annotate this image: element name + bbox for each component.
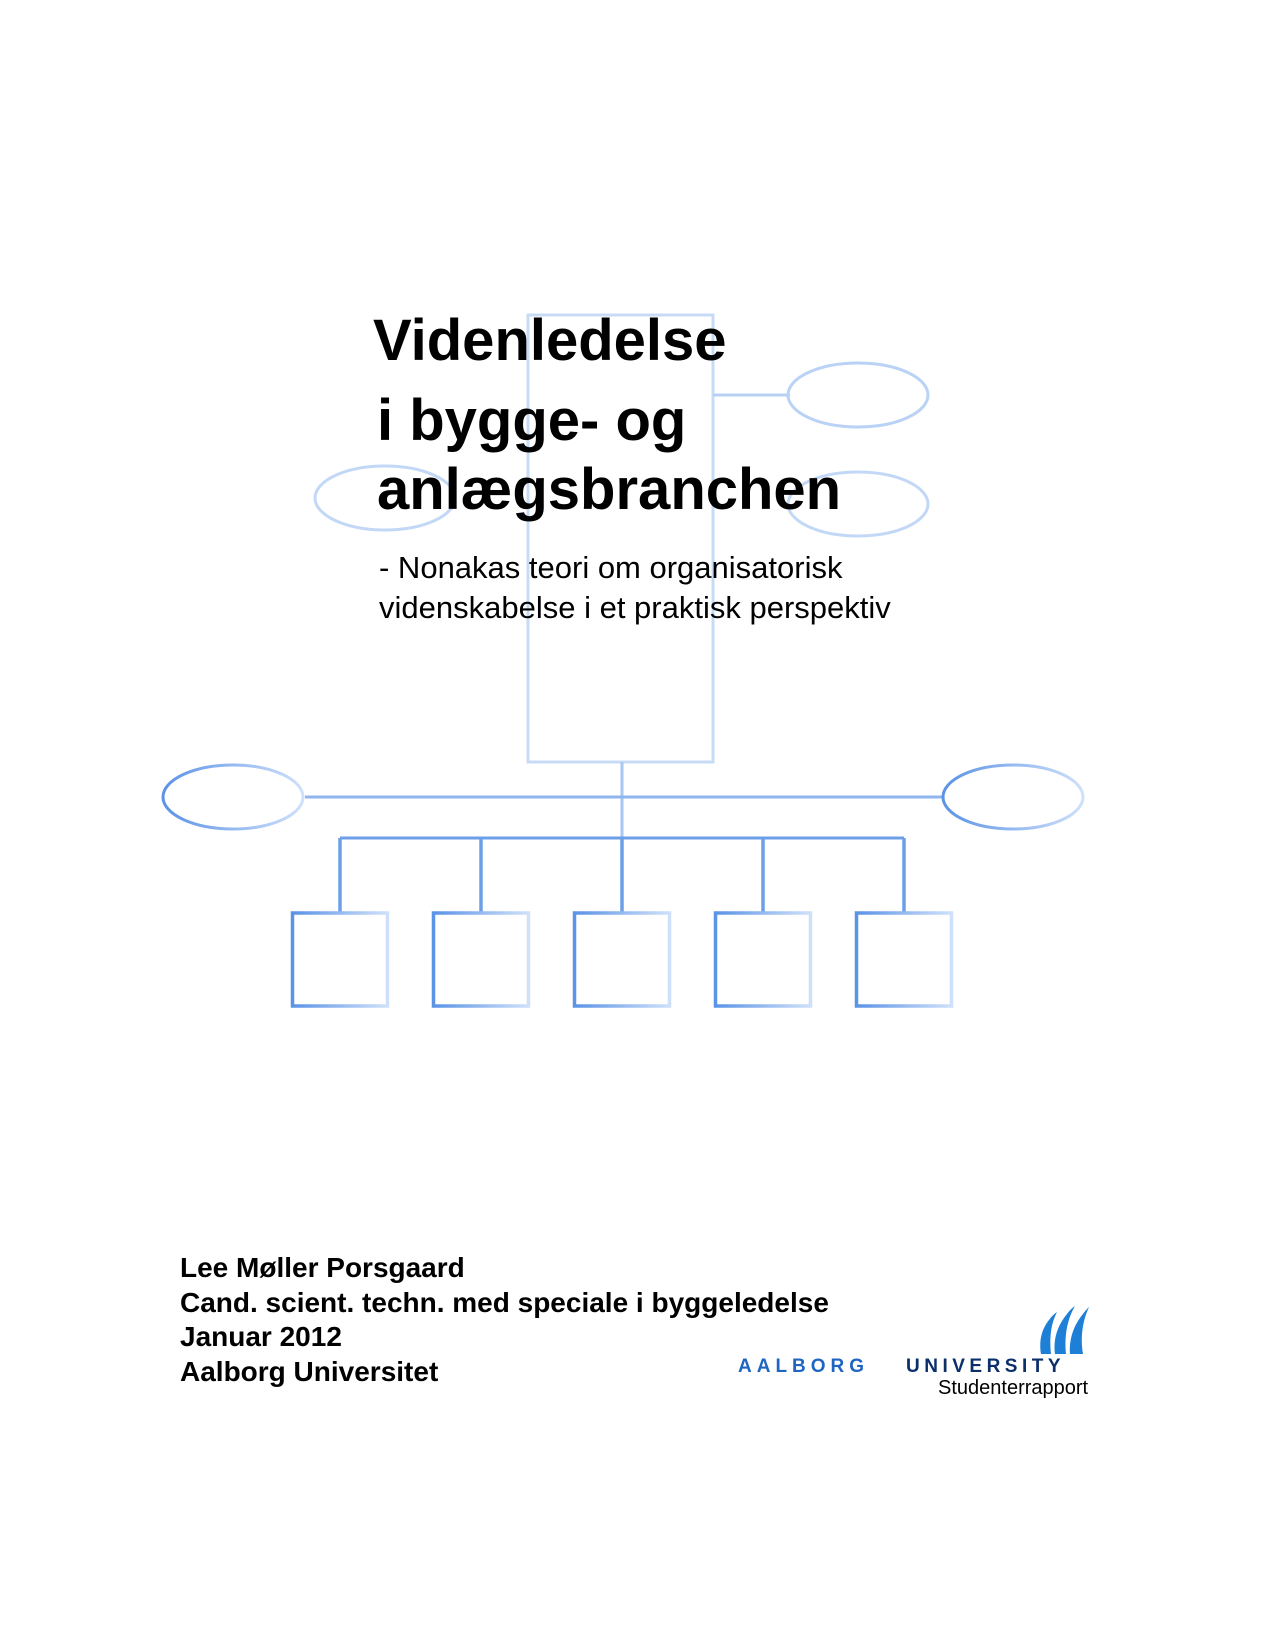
report-type-label: Studenterrapport: [938, 1377, 1089, 1399]
bottom-box-4: [716, 913, 811, 1006]
top-box: [528, 315, 713, 762]
title-line-2: i bygge- og: [377, 388, 687, 453]
bottom-box-1: [293, 913, 388, 1006]
author-name: Lee Møller Porsgaard: [180, 1252, 465, 1283]
institution: Aalborg Universitet: [180, 1356, 439, 1387]
aalborg-university-wave-logo-icon: [1035, 1302, 1091, 1356]
ellipse-top-right: [788, 363, 928, 427]
date: Januar 2012: [180, 1321, 342, 1352]
title-line-1: Videnledelse: [373, 308, 727, 373]
subtitle-line-2: videnskabelse i et praktisk perspektiv: [379, 590, 891, 625]
bottom-box-2: [434, 913, 529, 1006]
subtitle-line-1: - Nonakas teori om organisatorisk: [379, 550, 843, 585]
ellipse-left: [163, 765, 303, 829]
ellipse-right: [943, 765, 1083, 829]
title-line-3: anlægsbranchen: [377, 457, 842, 522]
degree: Cand. scient. techn. med speciale i byggeledelse: [180, 1287, 829, 1318]
logo-word-aalborg: AALBORG: [738, 1356, 870, 1377]
bottom-box-5: [857, 913, 952, 1006]
bottom-box-3: [575, 913, 670, 1006]
logo-word-university: UNIVERSITY: [906, 1356, 1066, 1377]
